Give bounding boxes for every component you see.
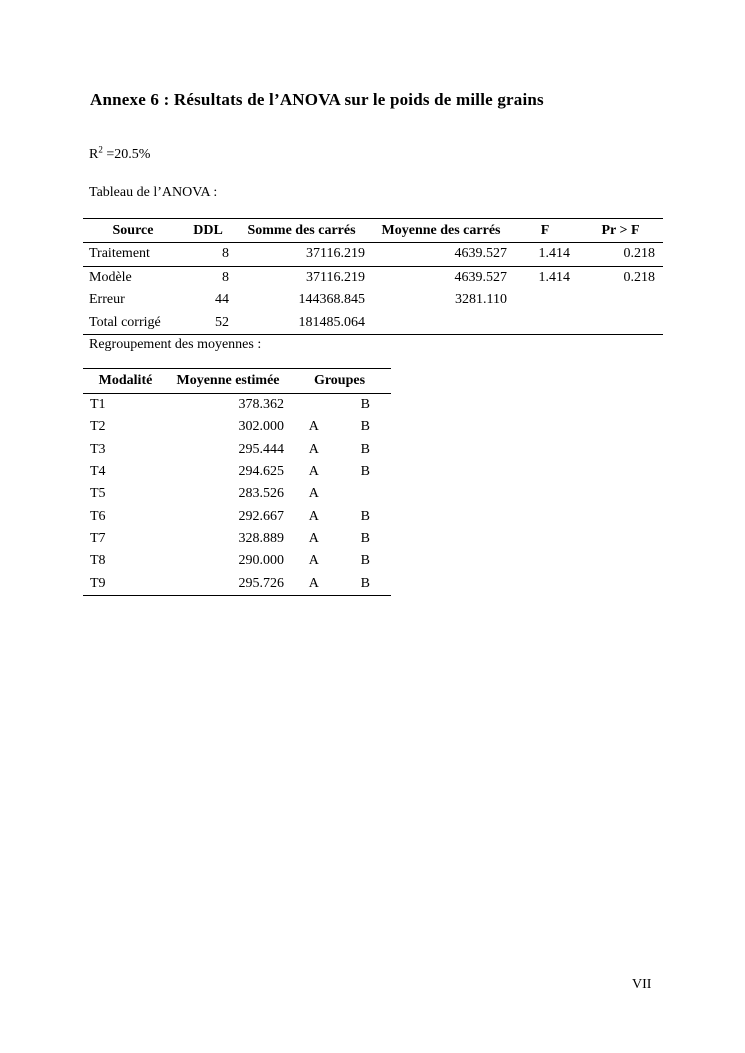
anova-cell-ddl: 52 (215, 314, 229, 330)
table-row (83, 266, 663, 289)
grouping-cell-group-a (288, 394, 340, 417)
grouping-cell-mean: 294.625 (238, 464, 284, 480)
anova-cell-mean: 4639.527 (454, 246, 507, 262)
grouping-header-modality: Modalité (98, 373, 153, 388)
anova-header-row (83, 219, 663, 243)
grouping-cell-group-b: B (360, 397, 370, 413)
anova-cell-source: Modèle (89, 269, 132, 285)
grouping-header-row (83, 369, 391, 394)
table-row (83, 416, 391, 438)
grouping-cell-modality: T2 (90, 419, 106, 435)
anova-cell-source: Erreur (89, 292, 125, 308)
table-row (83, 439, 391, 461)
table-row (83, 483, 391, 505)
grouping-cell-modality: T4 (90, 464, 106, 480)
table-row (83, 461, 391, 483)
anova-header-pr: Pr > F (601, 222, 640, 238)
anova-header-mean-squares: Moyenne des carrés (381, 222, 501, 238)
grouping-cell-modality: T8 (90, 553, 106, 569)
grouping-cell-modality: T1 (90, 397, 106, 413)
grouping-cell-mean: 328.889 (238, 530, 284, 546)
anova-cell-source: Traitement (89, 246, 150, 262)
anova-cell-mean: 4639.527 (454, 269, 507, 285)
table-row (83, 312, 663, 335)
grouping-cell-group-b: B (360, 575, 370, 591)
anova-cell-sum: 37116.219 (306, 269, 365, 285)
grouping-cell-group-a: A (308, 508, 319, 524)
page-title: Annexe 6 : Résultats de l’ANOVA sur le poids de mille grains (90, 90, 544, 109)
grouping-cell-mean: 302.000 (238, 419, 284, 435)
grouping-cell-mean: 378.362 (238, 397, 284, 413)
anova-table-label: Tableau de l’ANOVA : (89, 185, 218, 200)
r-squared-base: R (89, 147, 99, 162)
grouping-header-estimated-mean: Moyenne estimée (176, 373, 280, 388)
grouping-cell-group-a: A (308, 419, 319, 435)
grouping-cell-modality: T5 (90, 486, 106, 502)
table-row (83, 528, 391, 550)
grouping-cell-group-b (340, 483, 392, 505)
grouping-cell-group-b: B (360, 553, 370, 569)
anova-cell-f: 1.414 (538, 269, 570, 285)
grouping-cell-group-a: A (308, 575, 319, 591)
anova-cell-f (512, 312, 578, 335)
r-squared-text (89, 144, 151, 163)
grouping-cell-group-a: A (308, 441, 319, 457)
anova-cell-ddl: 8 (222, 246, 229, 262)
table-row (83, 505, 391, 527)
grouping-cell-modality: T6 (90, 508, 106, 524)
grouping-cell-mean: 290.000 (238, 553, 284, 569)
anova-cell-f (512, 289, 578, 312)
anova-table (83, 218, 663, 335)
grouping-header-groups: Groupes (313, 373, 366, 388)
anova-cell-sum: 37116.219 (306, 246, 365, 262)
grouping-cell-group-b: B (360, 464, 370, 480)
anova-cell-sum: 144368.845 (298, 292, 365, 308)
anova-cell-sum: 181485.064 (298, 314, 365, 330)
grouping-cell-group-b: B (360, 419, 370, 435)
table-row (83, 289, 663, 312)
anova-cell-pr (578, 312, 663, 335)
grouping-cell-mean: 283.526 (238, 486, 284, 502)
grouping-cell-group-a: A (308, 486, 319, 502)
anova-cell-ddl: 8 (222, 269, 229, 285)
grouping-cell-mean: 292.667 (238, 508, 284, 524)
anova-cell-source: Total corrigé (89, 314, 161, 330)
grouping-cell-group-b: B (360, 508, 370, 524)
page-number: VII (632, 977, 652, 992)
anova-cell-ddl: 44 (215, 292, 229, 308)
anova-cell-mean: 3281.110 (455, 292, 507, 308)
anova-header-sum-of-squares: Somme des carrés (247, 222, 356, 238)
grouping-cell-modality: T9 (90, 575, 106, 591)
anova-cell-mean (370, 312, 512, 335)
table-row (83, 550, 391, 572)
grouping-cell-mean: 295.726 (238, 575, 284, 591)
grouping-cell-modality: T3 (90, 441, 106, 457)
r-squared-exponent: 2 (98, 144, 103, 155)
anova-header-f: F (540, 222, 550, 238)
anova-cell-pr (578, 289, 663, 312)
grouping-cell-mean: 295.444 (238, 441, 284, 457)
grouping-cell-group-b: B (360, 441, 370, 457)
table-row (83, 394, 391, 417)
grouping-cell-modality: T7 (90, 530, 106, 546)
grouping-label: Regroupement des moyennes : (89, 337, 262, 352)
anova-cell-pr: 0.218 (623, 269, 655, 285)
anova-cell-pr: 0.218 (623, 246, 655, 262)
anova-cell-f: 1.414 (538, 246, 570, 262)
grouping-cell-group-a: A (308, 464, 319, 480)
anova-header-source: Source (112, 222, 154, 238)
grouping-cell-group-b: B (360, 530, 370, 546)
grouping-cell-group-a: A (308, 553, 319, 569)
anova-header-ddl: DDL (193, 222, 223, 238)
table-row (83, 572, 391, 595)
r-squared-value: =20.5% (102, 147, 151, 162)
grouping-cell-group-a: A (308, 530, 319, 546)
grouping-table (83, 368, 391, 596)
table-row (83, 243, 663, 267)
